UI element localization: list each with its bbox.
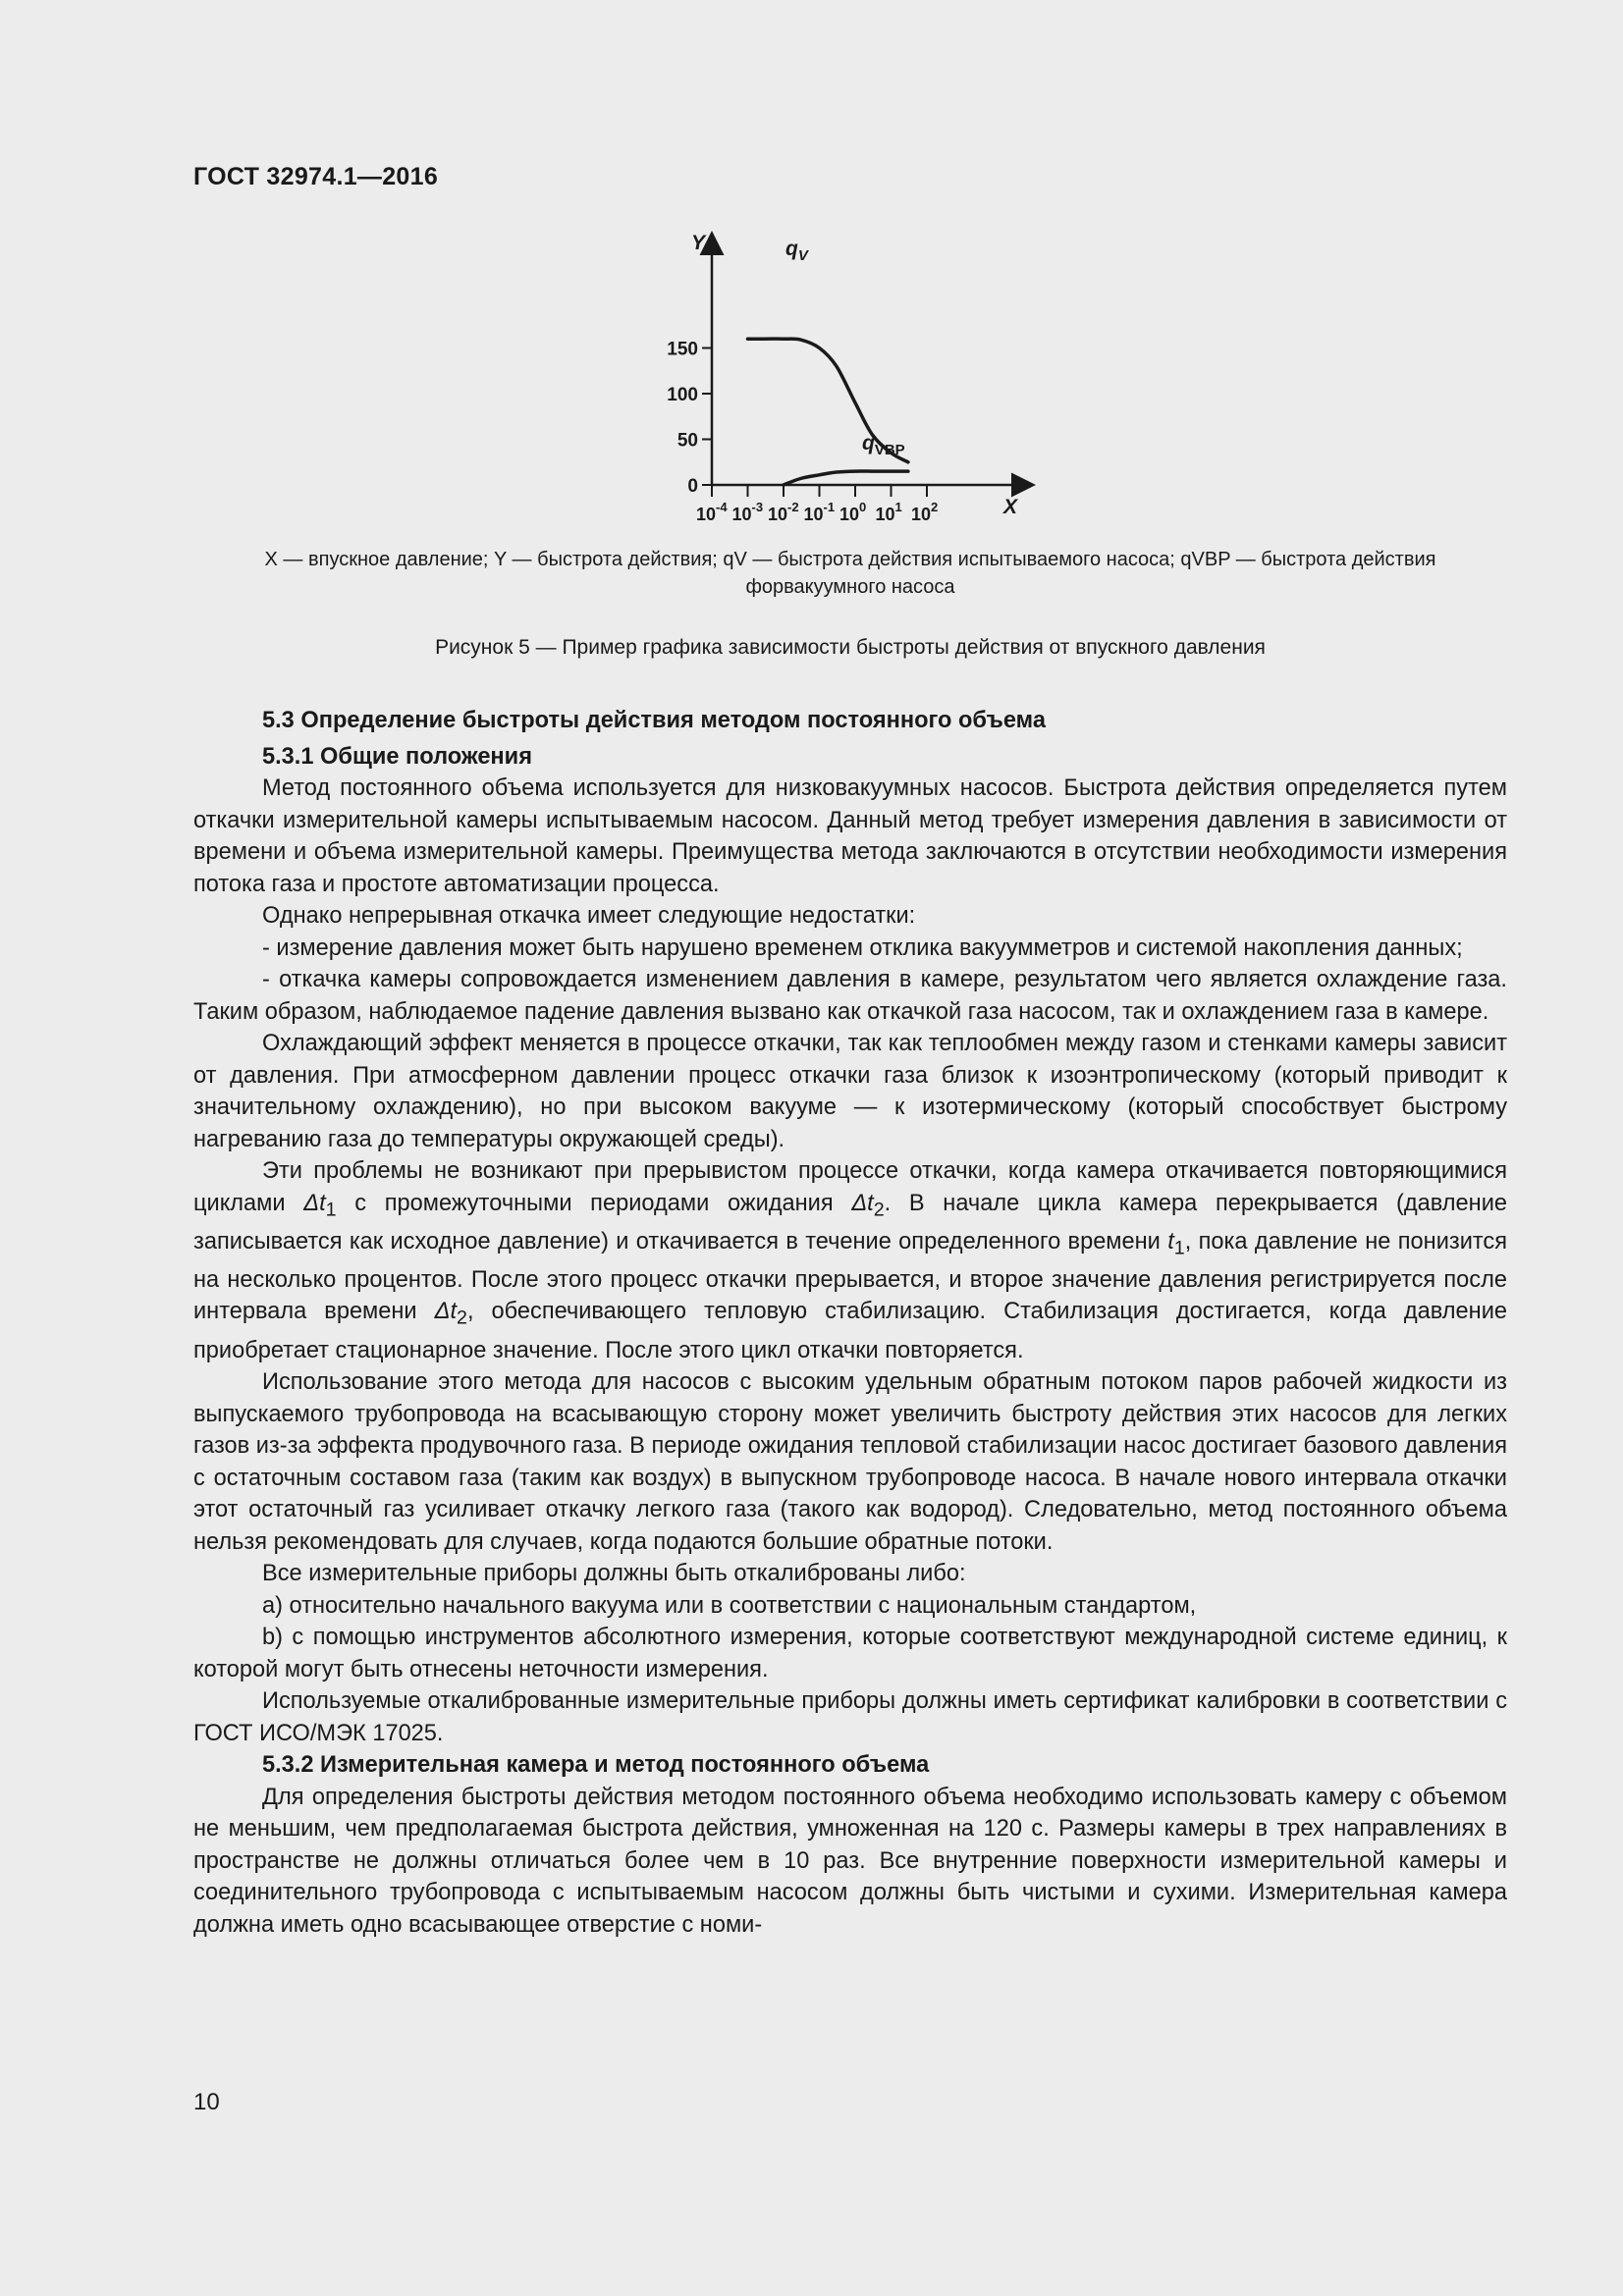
y-axis-label: Y (691, 232, 706, 254)
figure-legend-line-2: форвакуумного насоса (745, 576, 955, 598)
y-tick-label: 50 (676, 430, 698, 452)
paragraph-intermittent-pumping: Эти проблемы не возникают при прерывистом процессе откачки, когда камера откачивается повторяющимися циклами $\Delta t_1$ с промежуточными периодами ожидания $\Delta t_2$. В начале цикла камера перекрывается (давление записывается как исходное давление) и откачивается в течение определенного времени $t_1$, пока давление не понизится на несколько процентов. После этого процесс откачки прерывается, и второе значение давления регистрируется после интервала времени $\Delta t_2$, обеспечивающего тепловую стабилизацию. Стабилизация достигается, когда давление приобретает стационарное значение. После этого цикл откачки повторяется. (193, 1158, 1508, 1363)
x-tick-label: $10^{-3}$ (731, 500, 764, 524)
x-tick-label: $10^2$ (911, 500, 939, 524)
list-item: a) относительно начального вакуума или в соответствии с национальным стандартом, (262, 1592, 1197, 1619)
x-tick-label: $10^0$ (839, 500, 867, 524)
list-item: - измерение давления может быть нарушено временем отклика вакуумметров и системой накопления данных; (262, 934, 1463, 961)
figure-title: Рисунок 5 — Пример графика зависимости быстроты действия от впускного давления (435, 636, 1266, 659)
figure-legend-line-1: X — впускное давление; Y — быстрота действия; qV — быстрота действия испытываемого насоса; qVBP — быстрота действия (264, 549, 1436, 570)
x-tick-label: $10^{-1}$ (803, 500, 836, 524)
x-tick-label: $10^{-4}$ (696, 500, 728, 524)
paragraph: Однако непрерывная откачка имеет следующие недостатки: (262, 903, 916, 929)
y-tick-label: 0 (687, 476, 698, 497)
y-tick-label: 150 (667, 339, 698, 360)
y-tick-label: 100 (667, 385, 698, 405)
paragraph: Все измерительные приборы должны быть откалиброваны либо: (262, 1561, 966, 1587)
page-number: 10 (193, 2089, 220, 2115)
section-5-3-2-heading: 5.3.2 Измерительная камера и метод постоянного объема (262, 1752, 930, 1779)
series-label-qv: $q_V$ (785, 238, 808, 264)
x-tick-label: $10^1$ (875, 500, 902, 524)
x-axis-label: X (1003, 496, 1018, 518)
paragraph: Для определения быстроты действия методом постоянного объема необходимо использовать камеру с объемом не меньшим, чем предполагаемая быстрота действия, умноженная на 120 с. Размеры камеры в трех направлениях в пространстве не должны отличаться более чем в 10 раз. Все внутренние поверхности измерительной камеры и соединительного трубопровода с испытываемым насосом должны быть чистыми и сухими. Измерительная камера должна иметь одно всасывающее отверстие с номи- (193, 1784, 1507, 1938)
series-label-qvbp: $q_{VBP}$ (862, 432, 905, 458)
paragraph: Охлаждающий эффект меняется в процессе откачки, так как теплообмен между газом и стенками камеры зависит от давления. При атмосферном давлении процесс откачки газа близок к изоэнтропическому (который приводит к значительному охлаждению), но при высоком вакууме — к изотермическому (который способствует быстрому нагреванию газа до температуры окружающей среды). (193, 1031, 1507, 1152)
figure-legend (193, 546, 1507, 601)
series-line-qvbp (784, 471, 908, 485)
chart-svg (648, 226, 1060, 540)
document-header: ГОСТ 32974.1—2016 (193, 163, 439, 190)
section-5-3-heading: 5.3 Определение быстроты действия методом постоянного объема (262, 708, 1046, 733)
x-tick-label: $10^{-2}$ (768, 500, 799, 524)
body-text (193, 705, 1507, 1941)
figure-5-chart (648, 226, 1060, 540)
list-item: b) с помощью инструментов абсолютного измерения, которые соответствуют международной системе единиц, к которой могут быть отнесены неточности измерения. (193, 1625, 1507, 1682)
section-5-3-1-heading: 5.3.1 Общие положения (262, 743, 532, 770)
paragraph: Метод постоянного объема используется для низковакуумных насосов. Быстрота действия определяется путем откачки измерительной камеры испытываемым насосом. Данный метод требует измерения давления в зависимости от времени и объема измерительной камеры. Преимущества метода заключаются в отсутствии необходимости измерения потока газа и простоте автоматизации процесса. (193, 775, 1507, 897)
paragraph: Использование этого метода для насосов с высоким удельным обратным потоком паров рабочей жидкости из выпускаемого трубопровода на всасывающую сторону может увеличить быстроту действия этих насосов для легких газов из-за эффекта продувочного газа. В периоде ожидания тепловой стабилизации насос достигает базового давления с остаточным составом газа (таким как воздух) в выпускном трубопроводе насоса. В начале нового интервала откачки этот остаточный газ усиливает откачку легкого газа (такого как водород). Следовательно, метод постоянного объема нельзя рекомендовать для случаев, когда подаются большие обратные потоки. (193, 1369, 1507, 1555)
paragraph: Используемые откалиброванные измерительные приборы должны иметь сертификат калибровки в соответствии с ГОСТ ИСО/МЭК 17025. (193, 1688, 1507, 1746)
list-item: - откачка камеры сопровождается изменением давления в камере, результатом чего является охлаждение газа. Таким образом, наблюдаемое падение давления вызвано как откачкой газа насосом, так и охлаждением газа в камере. (193, 967, 1507, 1025)
